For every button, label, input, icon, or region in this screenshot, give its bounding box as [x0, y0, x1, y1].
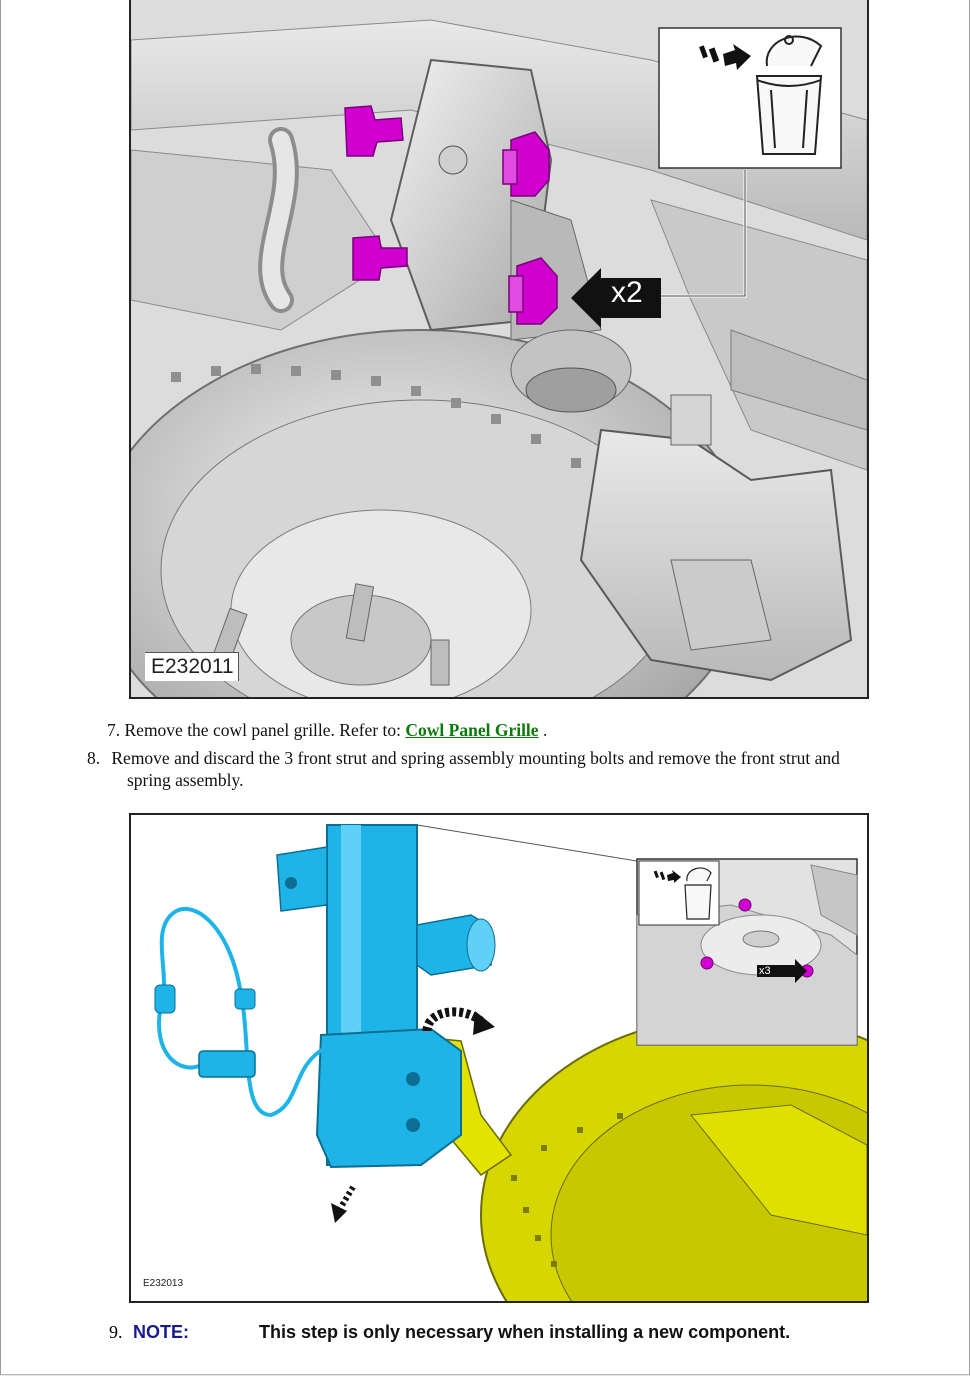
figure-id-label: E232011 [145, 652, 239, 681]
step-7 [107, 719, 871, 741]
step-number: 7. [107, 720, 121, 740]
step-8: 8. Remove and discard the 3 front strut and spring assembly mounting bolts and remove the front strut and spring assembly. [87, 748, 840, 790]
bolt-count-callout: x3 [759, 965, 771, 977]
illustration-strut-removal [129, 813, 869, 1303]
note-text: This step is only necessary when installing a new component. [259, 1322, 791, 1342]
note-label: NOTE: [133, 1322, 189, 1342]
bolt-count-callout: x2 [611, 276, 643, 309]
cowl-panel-grille-link[interactable]: Cowl Panel Grille [405, 720, 539, 740]
step-suffix: . [538, 720, 548, 740]
figure-id-label: E232013 [143, 1278, 184, 1289]
trash-bin-icon [685, 868, 711, 919]
step-text: Remove the cowl panel grille. Refer to: [124, 720, 406, 740]
step-text: Remove and discard the 3 front strut and spring assembly mounting bolts and remove the front strut and spring assembly. [111, 748, 840, 790]
strut-removal-drawing [131, 815, 867, 1301]
strut-bolts-drawing [131, 0, 867, 697]
illustration-strut-top-bolts [129, 0, 869, 699]
step-number: 9. [109, 1322, 123, 1342]
step-9 [109, 1322, 909, 1343]
